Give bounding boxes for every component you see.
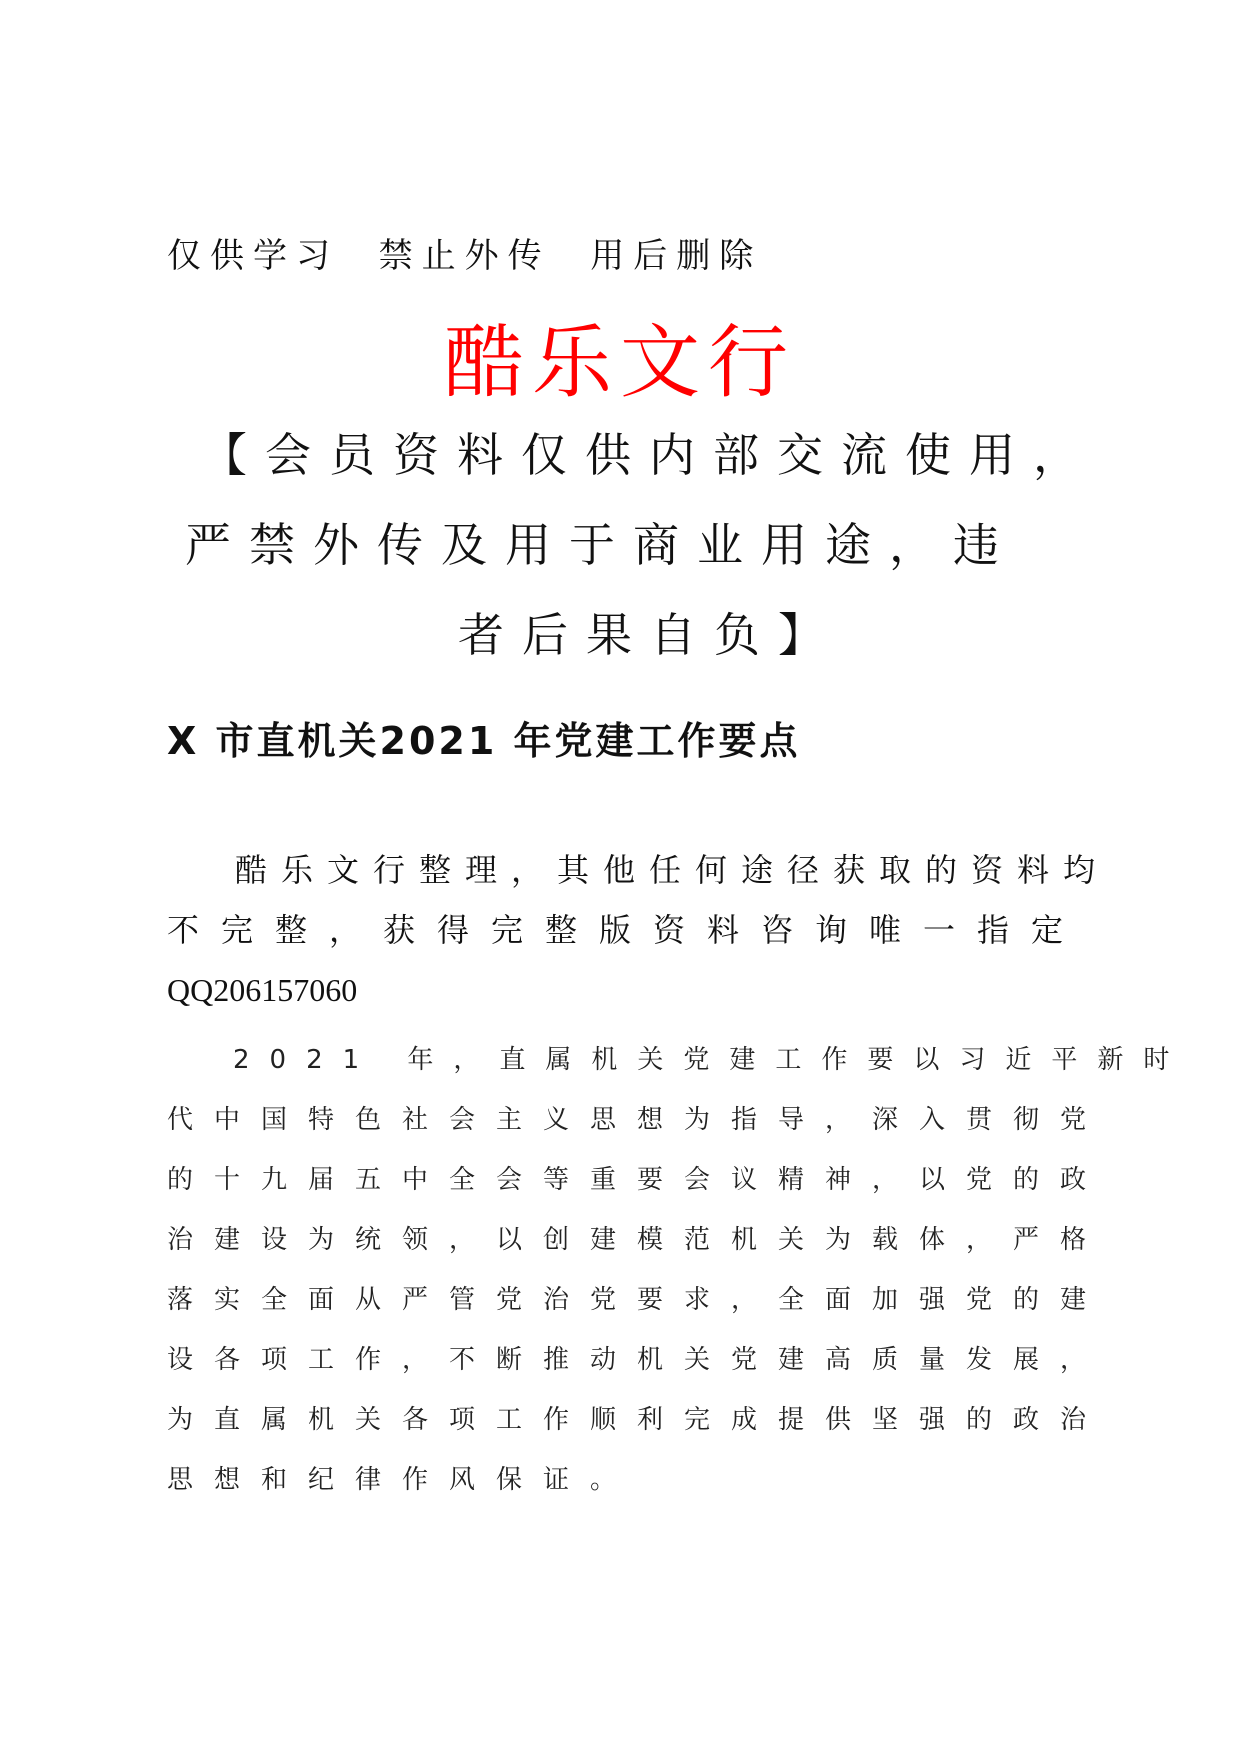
disclaimer-line: 者后果自负】 <box>458 608 842 662</box>
usage-notice: 仅供学习 禁止外传 用后删除 <box>167 236 763 276</box>
body-line: 落实全面从严管党治党要求，全面加强党的建 <box>167 1285 1108 1315</box>
source-note <box>167 840 1110 1020</box>
body-line: 代中国特色社会主义思想为指导，深入贯彻党 <box>167 1105 1108 1135</box>
body-line: 设各项工作，不断推动机关党建高质量发展， <box>167 1345 1108 1375</box>
body-line: 治建设为统领，以创建模范机关为载体，严格 <box>167 1225 1108 1255</box>
disclaimer-line: 【会员资料仅供内部交流使用， <box>201 428 1097 482</box>
body-line: 2021 年，直属机关党建工作要以习近平新时 <box>233 1045 1190 1075</box>
source-note-line: 不完整，获得完整版资料咨询唯一指定 <box>167 911 1086 949</box>
contact-qq: QQ206157060 <box>167 972 358 1008</box>
member-disclaimer <box>185 410 1105 680</box>
body-line: 为直属机关各项工作顺利完成提供坚强的政治 <box>167 1405 1108 1435</box>
body-paragraph <box>167 1030 1190 1510</box>
body-line: 思想和纪律作风保证。 <box>167 1465 638 1495</box>
document-title: X 市直机关2021 年党建工作要点 <box>167 719 801 763</box>
disclaimer-line: 严禁外传及用于商业用途，违 <box>185 518 1017 572</box>
source-note-line: 酷乐文行整理，其他任何途径获取的资料均 <box>235 851 1110 889</box>
brand-title: 酷乐文行 <box>444 316 796 409</box>
body-line: 的十九届五中全会等重要会议精神，以党的政 <box>167 1165 1108 1195</box>
